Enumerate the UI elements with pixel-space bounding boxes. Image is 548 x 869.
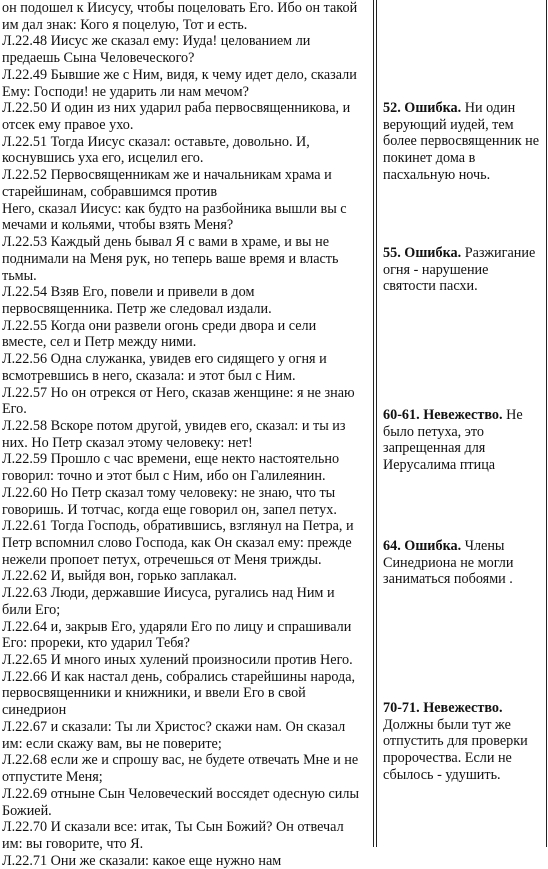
scripture-line: вместе, сел и Петр между ними. <box>2 334 197 351</box>
scripture-line: Л.22.59 Прошло с час времени, еще некто настоятельно <box>2 451 340 468</box>
scripture-line: Л.22.66 И как настал день, собрались старейшины народа, <box>2 668 356 685</box>
scripture-line: Л.22.68 если же и спрошу вас, не будете отвечать Мне и не <box>2 752 359 769</box>
scripture-line: Него, сказал Иисус: как будто на разбойника вышли вы с <box>2 200 347 217</box>
commentary-column <box>379 0 545 847</box>
commentary-label: 55. Ошибка. <box>383 245 462 261</box>
scripture-line: первосвященника. Петр же следовал издали. <box>2 300 272 317</box>
commentary-line <box>383 700 545 717</box>
commentary-line: пасхальную ночь. <box>383 166 491 183</box>
scripture-line: Л.22.58 Вскоре потом другой, увидев его, сказал: и ты из <box>2 417 346 434</box>
commentary-line: верующий иудей, тем <box>383 116 514 133</box>
scripture-line: Л.22.70 И сказали все: итак, Ты Сын Божий? Он отвечал <box>2 819 344 836</box>
commentary-label: 52. Ошибка. <box>383 100 462 116</box>
scripture-line: старейшинам, собравшимся против <box>2 183 218 200</box>
scripture-line: поднимали на Меня рук, но теперь ваше время и власть <box>2 250 339 267</box>
commentary-line: запрещенная для <box>383 440 486 457</box>
commentary-note-64 <box>383 538 545 588</box>
scripture-line: тьмы. <box>2 267 37 284</box>
commentary-note-55 <box>383 245 545 295</box>
scripture-line: всмотревшись в него, сказала: и этот был с Ним. <box>2 367 296 384</box>
scripture-line: говорил: точно и этот был с Ним, ибо он Галилеянин. <box>2 468 326 485</box>
commentary-text: Ни один <box>461 100 516 116</box>
commentary-line: Синедриона не могли <box>383 554 514 571</box>
commentary-label: 64. Ошибка. <box>383 538 462 554</box>
scripture-line: отпустите Меня; <box>2 769 103 786</box>
commentary-note-60-61 <box>383 407 545 474</box>
commentary-line: Должны были тут же <box>383 716 511 733</box>
scripture-line: Л.22.57 Но он отрекся от Него, сказав женщине: я не знаю <box>2 384 355 401</box>
scripture-line: них. Но Петр сказал этому человеку: нет! <box>2 434 253 451</box>
commentary-text: Члены <box>461 538 505 554</box>
scripture-line: Л.22.71 Они же сказали: какое еще нужно нам <box>2 852 282 869</box>
scripture-line: Л.22.69 отныне Сын Человеческий воссядет одесную силы <box>2 785 360 802</box>
commentary-line: пророчества. Если не <box>383 750 512 767</box>
scripture-line: Л.22.51 Тогда Иисус сказал: оставьте, довольно. И, <box>2 133 310 150</box>
scripture-line: Его: прореки, кто ударил Тебя? <box>2 635 190 652</box>
scripture-line: Л.22.63 Люди, державшие Иисуса, ругались над Ним и <box>2 585 335 602</box>
commentary-text: Не <box>502 407 523 423</box>
commentary-line: было петуха, это <box>383 423 484 440</box>
scripture-line: Л.22.49 Бывшие же с Ним, видя, к чему идет дело, сказали <box>2 66 357 83</box>
scripture-line: мечами и кольями, чтобы взять Меня? <box>2 217 234 234</box>
scripture-line: Л.22.53 Каждый день бывал Я с вами в храме, и вы не <box>2 234 330 251</box>
commentary-line: святости пасхи. <box>383 278 478 295</box>
scripture-line: синедрион <box>2 702 67 719</box>
commentary-line: отпустить для проверки <box>383 733 528 750</box>
scripture-line: им: вы говорите, что Я. <box>2 835 144 852</box>
scripture-line: нежели пропоет петух, отречешься от Меня трижды. <box>2 551 322 568</box>
scripture-line: Л.22.61 Тогда Господь, обратившись, взглянул на Петра, и <box>2 518 354 535</box>
scripture-line: Л.22.48 Иисус же сказал ему: Иуда! целованием ли <box>2 33 311 50</box>
commentary-line <box>383 100 545 117</box>
commentary-line <box>383 538 545 555</box>
scripture-line: им дал знак: Кого я поцелую, Тот и есть. <box>2 16 248 33</box>
scripture-line: Л.22.64 и, закрыв Его, ударяли Его по лицу и спрашивали <box>2 618 352 635</box>
commentary-line: более первосвященник не <box>383 133 540 150</box>
scripture-line: предаешь Сына Человеческого? <box>2 50 195 67</box>
scripture-line: били Его; <box>2 601 61 618</box>
commentary-line: сбылось - удушить. <box>383 766 501 783</box>
scripture-line: Л.22.50 И один из них ударил раба первосвященникова, и <box>2 100 351 117</box>
commentary-label: 70-71. Невежество. <box>383 700 503 716</box>
scripture-line: Его. <box>2 401 27 418</box>
scripture-line: Л.22.54 Взяв Его, повели и привели в дом <box>2 284 255 301</box>
scripture-line: им: если скажу вам, вы не поверите; <box>2 735 222 752</box>
scripture-line: Л.22.65 И много иных хулений произносили против Него. <box>2 652 353 669</box>
scripture-line: отсек ему правое ухо. <box>2 117 134 134</box>
scripture-line: коснувшись уха его, исцелил его. <box>2 150 204 167</box>
scripture-line: говоришь. И тотчас, когда еще говорил он, запел петух. <box>2 501 337 518</box>
commentary-note-70-71 <box>383 700 545 784</box>
column-divider <box>373 0 374 847</box>
scripture-line: Божией. <box>2 802 52 819</box>
column-divider <box>376 0 377 847</box>
commentary-note-52 <box>383 100 545 184</box>
commentary-line: покинет дома в <box>383 150 476 167</box>
scripture-column <box>2 0 372 869</box>
scripture-text <box>2 0 372 869</box>
commentary-line <box>383 407 545 424</box>
commentary-line: заниматься побоями . <box>383 571 513 588</box>
scripture-line: Л.22.55 Когда они развели огонь среди двора и сели <box>2 317 317 334</box>
commentary-text: Разжигание <box>461 245 536 261</box>
scripture-line: он подошел к Иисусу, чтобы поцеловать Его. Ибо он такой <box>2 0 358 16</box>
scripture-line: Л.22.67 и сказали: Ты ли Христос? скажи нам. Он сказал <box>2 718 346 735</box>
scripture-line: Петр вспомнил слово Господа, как Он сказал ему: прежде <box>2 535 352 551</box>
scripture-line: Ему: Господи! не ударить ли нам мечом? <box>2 83 249 100</box>
commentary-line: огня - нарушение <box>383 261 489 278</box>
scripture-line: Л.22.62 И, выйдя вон, горько заплакал. <box>2 568 237 585</box>
scripture-line: Л.22.52 Первосвященникам же и начальникам храма и <box>2 167 332 184</box>
scripture-line: первосвященники и книжники, и ввели Его в свой <box>2 685 306 702</box>
commentary-label: 60-61. Невежество. <box>383 407 503 423</box>
right-border <box>546 0 547 847</box>
scripture-line: Л.22.56 Одна служанка, увидев его сидящего у огня и <box>2 351 327 368</box>
commentary-line <box>383 245 545 262</box>
scripture-line: Л.22.60 Но Петр сказал тому человеку: не знаю, что ты <box>2 484 336 501</box>
commentary-line: Иерусалима птица <box>383 457 496 474</box>
